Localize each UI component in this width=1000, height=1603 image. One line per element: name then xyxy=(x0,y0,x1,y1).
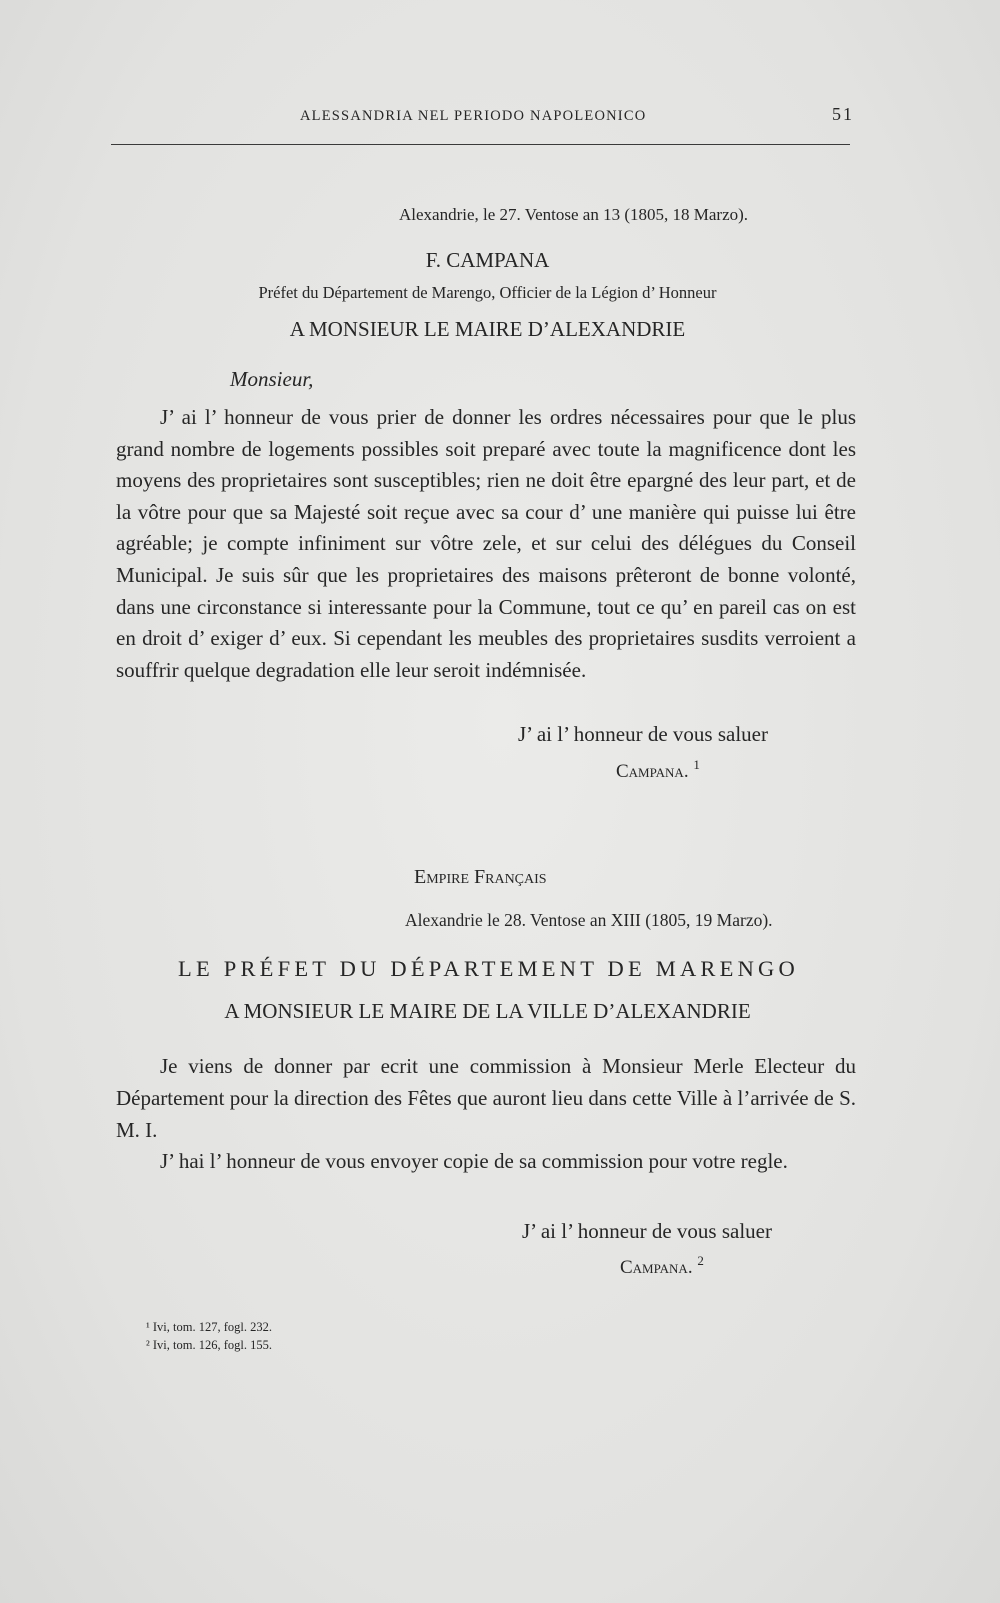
letter2-signature-line xyxy=(620,1253,704,1279)
letter1-signature: Campana. xyxy=(616,761,689,782)
letter1-sender: F. CAMPANA xyxy=(425,248,550,272)
letter2-signature: Campana. xyxy=(620,1257,693,1278)
letter1-footnote-mark: 1 xyxy=(693,757,700,772)
letter2-title-line1: LE PRÉFET DU DÉPARTEMENT DE MARENGO xyxy=(178,956,799,981)
letter1-paragraph: J’ ai l’ honneur de vous prier de donner les ordres nécessaires pour que le plus grand nombre de logements possibles soit preparé avec toute la magnificence dont les moyens des proprietaires sont susceptibles; rien ne doit être epargné des leur part, et de la vôtre pour que sa Majesté soit reçue avec sa cour d’ une manière qui puisse lui être agréable; je compte infiniment sur vôtre zele, et sur celui des délégues du Conseil Municipal. Je suis sûr que les proprietaires des maisons prêteront de bonne volonté, dans une circonstance si interessante pour la Commune, tout ce qu’ en pareil cas on est en droit d’ exiger d’ eux. Si cependant les meubles des proprietaires susdits verroient a souffrir quelque degradation elle leur seroit indémnisée. xyxy=(116,405,856,682)
running-title: ALESSANDRIA NEL PERIODO NAPOLEONICO xyxy=(300,108,647,124)
letter1-closing: J’ ai l’ honneur de vous saluer xyxy=(518,722,768,746)
letter2-heading: Empire Français xyxy=(414,866,547,888)
letter1-dateline: Alexandrie, le 27. Ventose an 13 (1805, 18 Marzo). xyxy=(399,205,749,224)
letter2-title-line2: A MONSIEUR LE MAIRE DE LA VILLE D’ALEXANDRIE xyxy=(224,999,751,1023)
letter1-signature-line xyxy=(616,757,700,783)
letter2-paragraph-2: J’ hai l’ honneur de vous envoyer copie de sa commission pour votre regle. xyxy=(160,1149,788,1174)
letter1-sender-title: Préfet du Département de Marengo, Officier de la Légion d’ Honneur xyxy=(258,283,717,302)
footnotes xyxy=(146,1318,272,1354)
footnote-2: ² Ivi, tom. 126, fogl. 155. xyxy=(146,1338,272,1352)
page-number: 51 xyxy=(832,104,854,124)
letter1-addressee: A MONSIEUR LE MAIRE D’ALEXANDRIE xyxy=(289,317,686,341)
header-rule xyxy=(111,144,850,145)
letter2-paragraph-1: Je viens de donner par ecrit une commission à Monsieur Merle Electeur du Département pour la direction des Fêtes que auront lieu dans cette Ville à l’arrivée de S. M. I. xyxy=(116,1054,856,1142)
footnote-1: ¹ Ivi, tom. 127, fogl. 232. xyxy=(146,1320,272,1334)
letter2-footnote-mark: 2 xyxy=(697,1253,704,1268)
letter2-body xyxy=(116,1051,856,1178)
letter1-salutation: Monsieur, xyxy=(230,367,314,391)
letter1-body xyxy=(116,402,856,686)
letter2-dateline: Alexandrie le 28. Ventose an XIII (1805, 19 Marzo). xyxy=(405,910,773,930)
letter2-closing: J’ ai l’ honneur de vous saluer xyxy=(522,1219,772,1243)
